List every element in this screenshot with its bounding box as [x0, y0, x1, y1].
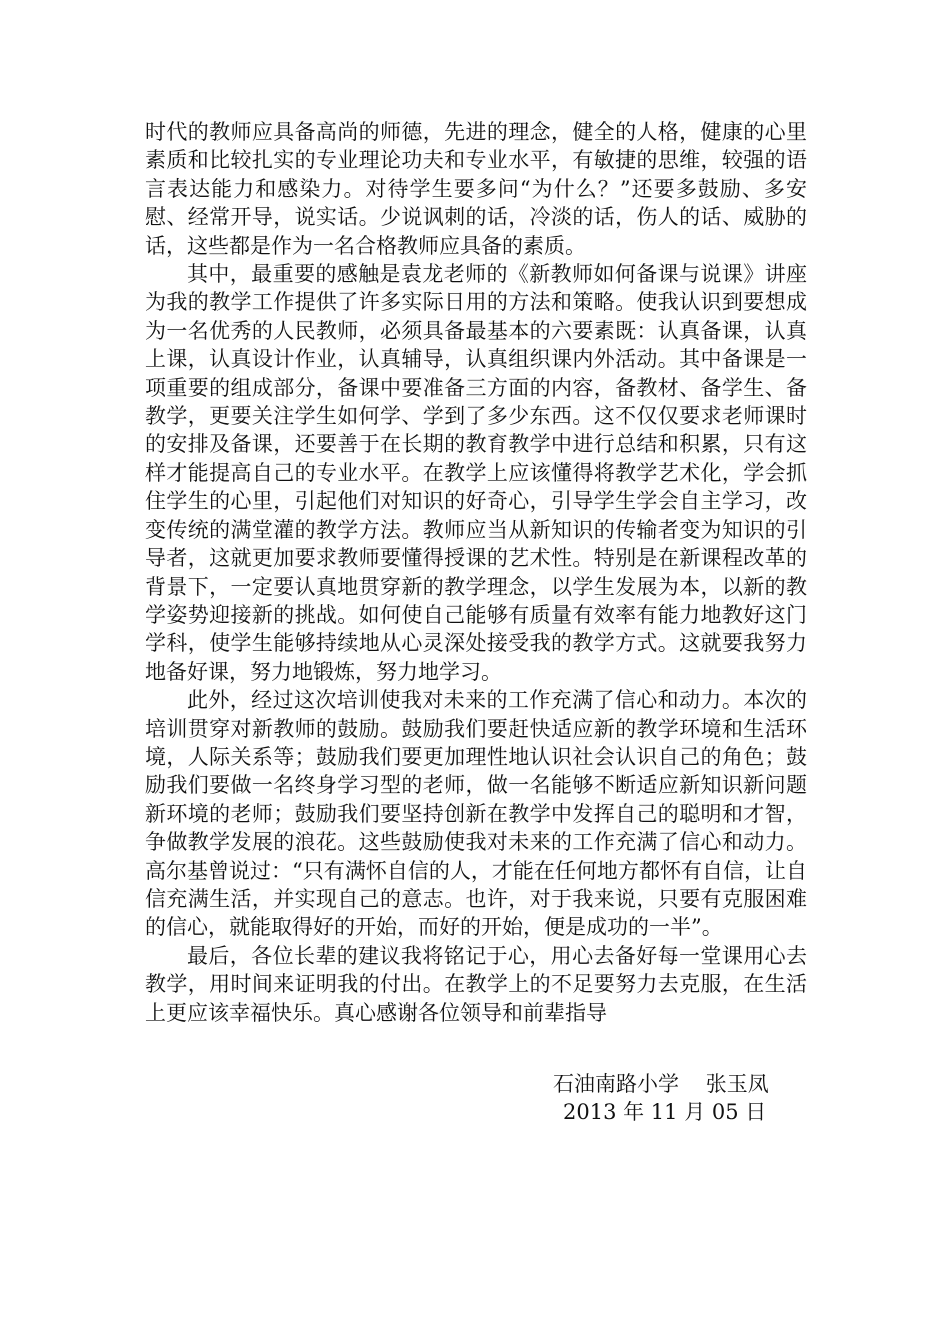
paragraph-4: 最后，各位长辈的建议我将铭记于心，用心去备好每一堂课用心去教学，用时间来证明我的付出。在教学上的不足要努力去克服，在生活上更应该幸福快乐。真心感谢各位领导和前辈指导 — [145, 943, 807, 1025]
paragraph-1: 时代的教师应具备高尚的师德，先进的理念，健全的人格，健康的心里素质和比较扎实的专业理论功夫和专业水平，有敏捷的思维，较强的语言表达能力和感染力。对待学生要多问“为什么？”还要多鼓励、多安慰、经常开导，说实话。少说讽刺的话，冷淡的话，伤人的话、威胁的话，这些都是作为一名合格教师应具备的素质。 — [145, 120, 807, 258]
document-body — [145, 118, 807, 1027]
signature-date: 2013 年 11 月 05 日 — [563, 1100, 767, 1124]
signature-school-and-name: 石油南路小学 张玉凤 — [553, 1072, 769, 1096]
signature-block — [553, 1070, 769, 1126]
paragraph-3: 此外，经过这次培训使我对未来的工作充满了信心和动力。本次的培训贯穿对新教师的鼓励。鼓励我们要赶快适应新的教学环境和生活环境，人际关系等；鼓励我们要更加理性地认识社会认识自己的角色；鼓励我们要做一名终身学习型的老师，做一名能够不断适应新知识新问题新环境的老师；鼓励我们要坚持创新在教学中发挥自己的聪明和才智，争做教学发展的浪花。这些鼓励使我对未来的工作充满了信心和动力。高尔基曾说过：“只有满怀自信的人，才能在任何地方都怀有自信，让自信充满生活，并实现自己的意志。也许，对于我来说，只要有克服困难的信心，就能取得好的开始，而好的开始，便是成功的一半”。 — [145, 688, 807, 940]
paragraph-2: 其中，最重要的感触是袁龙老师的《新教师如何备课与说课》讲座为我的教学工作提供了许多实际日用的方法和策略。使我认识到要想成为一名优秀的人民教师，必须具备最基本的六要素既：认真备课，认真上课，认真设计作业，认真辅导，认真组织课内外活动。其中备课是一项重要的组成部分，备课中要准备三方面的内容，备教材、备学生、备教学，更要关注学生如何学、学到了多少东西。这不仅仅要求老师课时的安排及备课，还要善于在长期的教育教学中进行总结和积累，只有这样才能提高自己的专业水平。在教学上应该懂得将教学艺术化，学会抓住学生的心里，引起他们对知识的好奇心，引导学生学会自主学习，改变传统的满堂灌的教学方法。教师应当从新知识的传输者变为知识的引导者，这就更加要求教师要懂得授课的艺术性。特别是在新课程改革的背景下，一定要认真地贯穿新的教学理念，以学生发展为本，以新的教学姿势迎接新的挑战。如何使自己能够有质量有效率有能力地教好这门学科，使学生能够持续地从心灵深处接受我的教学方式。这就要我努力地备好课，努力地锻炼，努力地学习。 — [145, 262, 807, 684]
